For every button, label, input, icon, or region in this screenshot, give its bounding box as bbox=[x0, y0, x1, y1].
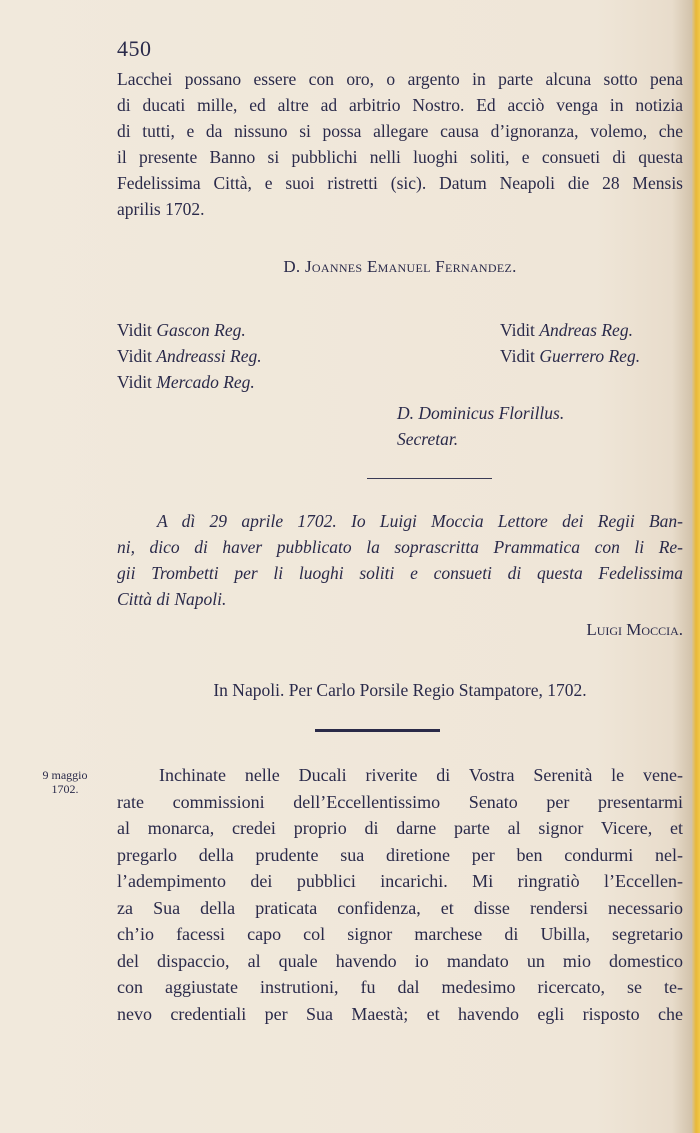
text-line: l’adempimento dei pubblici incarichi. Mi ringratiò l’Eccellen- bbox=[117, 871, 683, 891]
text-line: al monarca, credei proprio di darne parte al signor Vicere, et bbox=[117, 818, 683, 838]
text-line: del dispaccio, al quale havendo io mandato un mio domestico bbox=[117, 950, 683, 971]
text-line: con aggiustate instrutioni, fu dal medesimo ricercato, se te- bbox=[117, 977, 683, 997]
section-divider bbox=[315, 729, 440, 732]
paragraph-publication bbox=[117, 508, 683, 612]
divider-rule bbox=[367, 478, 492, 479]
vidit-entry bbox=[117, 317, 262, 343]
vidit-entry bbox=[117, 369, 262, 395]
vidit-entry bbox=[500, 317, 640, 343]
margin-year: 1702. bbox=[51, 782, 79, 796]
page-number: 450 bbox=[117, 36, 152, 61]
vidit-name: Gascon Reg. bbox=[156, 320, 246, 340]
vidit-list-left bbox=[117, 317, 262, 395]
printer-imprint: In Napoli. Per Carlo Porsile Regio Stampatore, 1702. bbox=[213, 680, 587, 700]
signature-secretary bbox=[397, 400, 564, 452]
vidit-entry bbox=[500, 343, 640, 369]
vidit-name: Andreassi Reg. bbox=[156, 346, 262, 366]
vidit-word: Vidit bbox=[500, 346, 535, 366]
text-line: A dì 29 aprile 1702. Io Luigi Moccia Lettore dei Regii Ban- bbox=[157, 511, 683, 531]
signature-moccia: Luigi Moccia. bbox=[586, 620, 683, 639]
text-line: ch’io facessi capo col signor marchese di Ubilla, segretario bbox=[117, 924, 683, 944]
text-line: Città di Napoli. bbox=[117, 589, 227, 609]
vidit-word: Vidit bbox=[500, 320, 535, 340]
page-edge bbox=[692, 0, 700, 1133]
text-line: Fedelissima Città, e suoi ristretti (sic). Datum Neapoli die 28 Mensis bbox=[117, 173, 683, 193]
text-line: di ducati mille, ed altre ad arbitrio Nostro. Ed acciò venga in notizia bbox=[117, 95, 683, 115]
text-line: Inchinate nelle Ducali riverite di Vostra Serenità le vene- bbox=[159, 765, 683, 785]
vidit-name: Guerrero Reg. bbox=[539, 346, 641, 366]
text-line: pregarlo della prudente sua diretione per ben condurmi nel- bbox=[117, 844, 683, 865]
secretary-name: D. Dominicus Florillus. bbox=[397, 403, 565, 423]
text-line: Lacchei possano essere con oro, o argento in parte alcuna sotto pena bbox=[117, 69, 683, 89]
vidit-word: Vidit bbox=[117, 320, 152, 340]
signature-fernandez: D. Joannes Emanuel Fernandez. bbox=[283, 257, 517, 276]
text-line: za Sua della praticata confidenza, et disse rendersi necessario bbox=[117, 897, 683, 918]
margin-date-note bbox=[30, 768, 100, 796]
vidit-name: Andreas Reg. bbox=[539, 320, 633, 340]
text-line: il presente Banno si pubblichi nelli luoghi soliti, e consueti di questa bbox=[117, 147, 683, 167]
text-line: rate commissioni dell’Eccellentissimo Senato per presentarmi bbox=[117, 791, 683, 812]
paragraph-letter bbox=[117, 762, 683, 1027]
text-line: nevo credentiali per Sua Maestà; et havendo egli risposto che bbox=[117, 1003, 683, 1024]
vidit-word: Vidit bbox=[117, 372, 152, 392]
text-line: di tutti, e da nissuno si possa allegare causa d’ignoranza, volemo, che bbox=[117, 121, 683, 141]
vidit-word: Vidit bbox=[117, 346, 152, 366]
margin-date: 9 maggio bbox=[42, 768, 88, 782]
text-line: aprilis 1702. bbox=[117, 199, 205, 219]
paragraph-decree bbox=[117, 66, 683, 222]
text-line: gii Trombetti per li luoghi soliti e consueti di questa Fedelissima bbox=[117, 563, 683, 583]
text-line: ni, dico di haver pubblicato la soprascritta Prammatica con li Re- bbox=[117, 537, 683, 557]
secretary-title: Secretar. bbox=[397, 429, 459, 449]
vidit-name: Mercado Reg. bbox=[156, 372, 255, 392]
vidit-entry bbox=[117, 343, 262, 369]
vidit-list-right bbox=[500, 317, 640, 369]
